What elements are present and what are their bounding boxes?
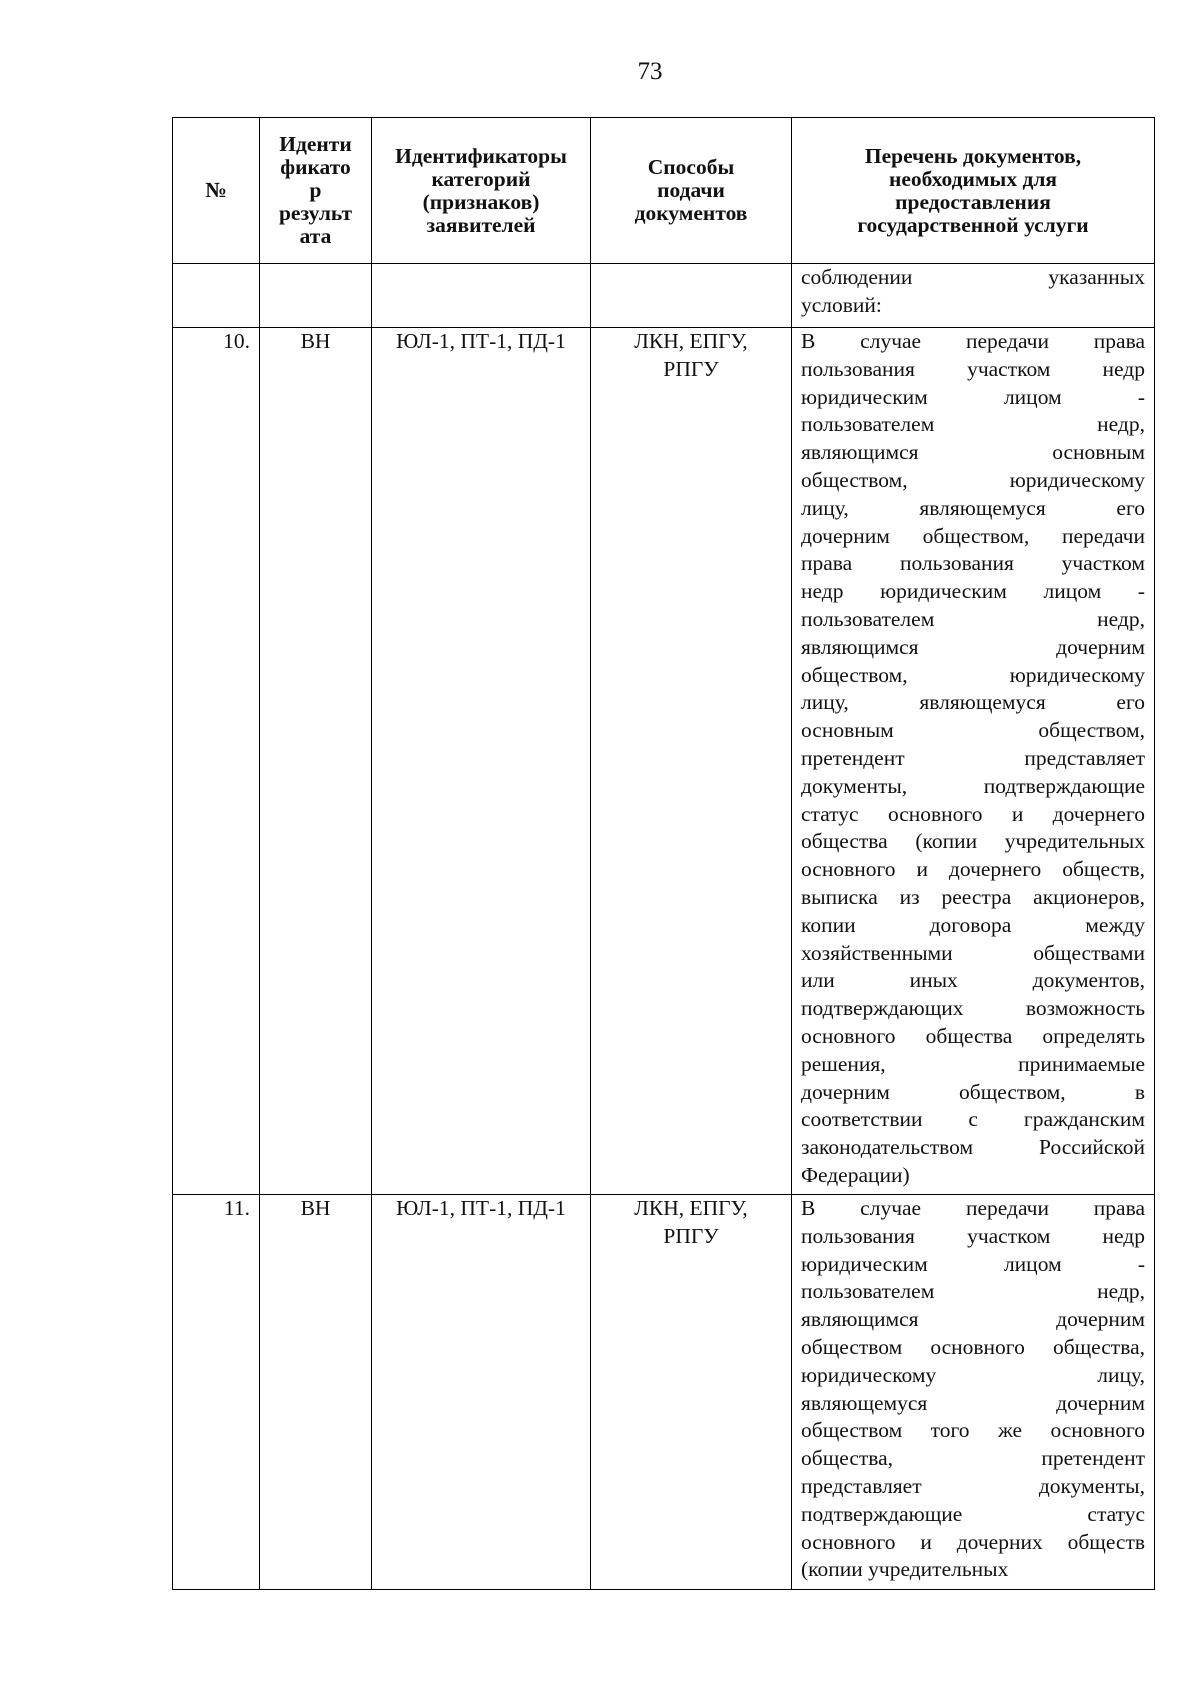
text-line: решения, принимаемые	[801, 1051, 1145, 1076]
text-line: лицу, являющемуся его	[801, 495, 1145, 520]
text-line: основным обществом,	[801, 718, 1145, 743]
text-line: документы, подтверждающие	[801, 773, 1145, 798]
text-line: копии договора между	[801, 912, 1145, 937]
text-line: фикато	[280, 155, 351, 179]
header-category-ids	[372, 118, 591, 264]
text-line: р	[309, 178, 322, 202]
text-line: необходимых для	[888, 166, 1058, 191]
text-line: категорий	[431, 166, 531, 191]
text-line: основного и дочерних обществ	[801, 1529, 1145, 1554]
text-line: №	[205, 178, 227, 202]
table-row	[173, 328, 1155, 1195]
text-line: соответствии с гражданским	[801, 1107, 1145, 1132]
text-line: предоставления	[895, 189, 1051, 214]
text-line: Иденти	[279, 132, 352, 156]
text-line: дочерним обществом, передачи	[801, 523, 1145, 548]
cell-methods	[591, 1195, 792, 1590]
text-line: подачи	[657, 178, 725, 202]
text-line: подтверждающие статус	[801, 1501, 1145, 1526]
header-result-id	[260, 118, 372, 264]
text-line: юридическим лицом -	[801, 1251, 1145, 1276]
text-line: пользования участком недр	[801, 1223, 1145, 1248]
text-line: заявителей	[426, 212, 536, 237]
page-number: 73	[637, 58, 663, 85]
text-line: основного общества определять	[801, 1023, 1145, 1048]
text-line: претендент представляет	[801, 745, 1145, 770]
text-line: законодательством Российской	[801, 1135, 1145, 1160]
cell-methods	[591, 328, 792, 1195]
table-header-row	[173, 118, 1155, 264]
text-line: условий:	[801, 292, 882, 317]
cell-result-id	[260, 264, 372, 328]
text-line: В случае передачи права	[801, 329, 1145, 353]
text-line: Федерации)	[801, 1162, 910, 1187]
cell-result-id: ВН	[260, 1195, 372, 1590]
cell-categories: ЮЛ-1, ПТ-1, ПД-1	[372, 328, 591, 1195]
text-line: недр юридическим лицом -	[801, 579, 1145, 604]
text-line: являющимся основным	[801, 440, 1145, 465]
text-line: основного и дочернего обществ,	[801, 857, 1145, 882]
text-line: (признаков)	[422, 189, 540, 214]
text-line: являющимся дочерним	[801, 634, 1145, 659]
text-line: пользователем недр,	[801, 412, 1145, 437]
text-line: пользователем недр,	[801, 1279, 1145, 1304]
header-documents-list	[792, 118, 1155, 264]
text-line: обществом того же основного	[801, 1418, 1145, 1443]
text-line: обществом основного общества,	[801, 1334, 1145, 1359]
text-line: государственной услуги	[857, 212, 1089, 237]
cell-documents	[792, 264, 1155, 328]
text-line: соблюдении указанных	[801, 265, 1145, 289]
text-line: пользователем недр,	[801, 606, 1145, 631]
table-row	[173, 1195, 1155, 1590]
cell-number: 10.	[173, 328, 260, 1195]
cell-number: 11.	[173, 1195, 260, 1590]
text-line: лицу, являющемуся его	[801, 690, 1145, 715]
text-line: обществом, юридическому	[801, 467, 1145, 492]
text-line: документов	[634, 201, 748, 225]
cell-documents	[792, 328, 1155, 1195]
text-line: Идентификаторы	[395, 143, 567, 168]
cell-result-id: ВН	[260, 328, 372, 1195]
text-line: РПГУ	[663, 356, 719, 381]
header-number	[173, 118, 260, 264]
table-row-continuation	[173, 264, 1155, 328]
text-line: обществом, юридическому	[801, 662, 1145, 687]
text-line: В случае передачи права	[801, 1196, 1145, 1220]
text-line: результ	[278, 201, 353, 225]
header-submission-methods	[591, 118, 792, 264]
text-line: ЛКН, ЕПГУ,	[634, 1196, 748, 1220]
text-line: выписка из реестра акционеров,	[801, 884, 1145, 909]
cell-categories: ЮЛ-1, ПТ-1, ПД-1	[372, 1195, 591, 1590]
cell-number	[173, 264, 260, 328]
text-line: являющимся дочерним	[801, 1307, 1145, 1332]
text-line: дочерним обществом, в	[801, 1079, 1145, 1104]
text-line: права пользования участком	[801, 551, 1145, 576]
text-line: пользования участком недр	[801, 356, 1145, 381]
text-line: юридическим лицом -	[801, 384, 1145, 409]
text-line: юридическому лицу,	[801, 1362, 1145, 1387]
text-line: или иных документов,	[801, 968, 1145, 993]
text-line: Перечень документов,	[864, 143, 1082, 168]
text-line: статус основного и дочернего	[801, 801, 1145, 826]
text-line: общества (копии учредительных	[801, 829, 1145, 854]
cell-documents	[792, 1195, 1155, 1590]
text-line: Способы	[647, 155, 735, 179]
cell-categories	[372, 264, 591, 328]
text-line: ЛКН, ЕПГУ,	[634, 329, 748, 353]
text-line: ата	[299, 224, 332, 248]
text-line: хозяйственными обществами	[801, 940, 1145, 965]
text-line: РПГУ	[663, 1223, 719, 1248]
text-line: общества, претендент	[801, 1446, 1145, 1471]
text-line: подтверждающих возможность	[801, 996, 1145, 1021]
text-line: представляет документы,	[801, 1473, 1145, 1498]
text-line: (копии учредительных	[801, 1557, 1009, 1582]
text-line: являющемуся дочерним	[801, 1390, 1145, 1415]
services-table	[172, 117, 1155, 1590]
cell-methods	[591, 264, 792, 328]
